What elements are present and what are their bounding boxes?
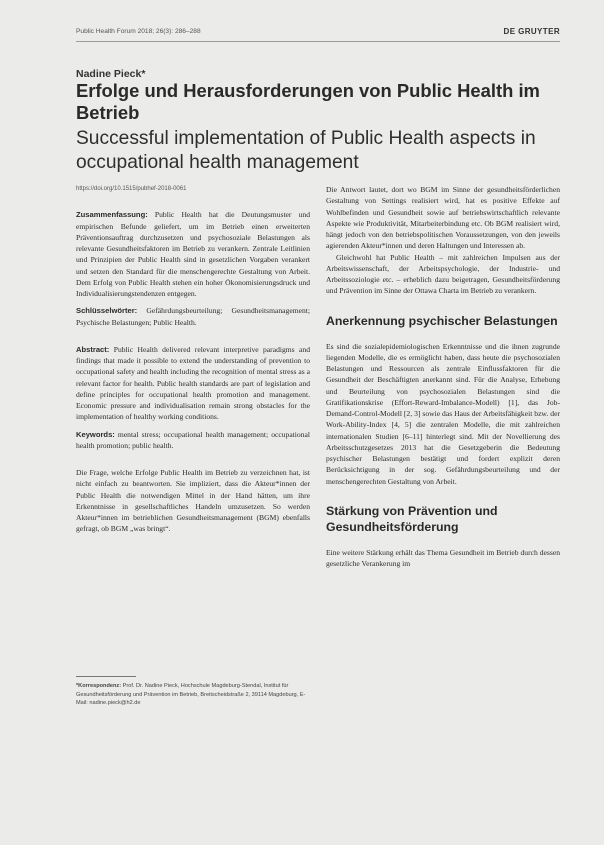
footnote-label: *Korrespondenz: [76,683,122,689]
schluesselwoerter-text: Gefährdungsbeurteilung; Gesundheitsmanagement; Psychische Belastungen; Public Health. [76,306,310,327]
zusammenfassung [76,209,310,299]
footnote-rule [76,676,136,677]
paragraph-staerkung: Eine weitere Stärkung erhält das Thema Gesundheit im Betrieb durch dessen gesetzliche Verankerung im [326,547,560,568]
right-column [326,184,560,569]
intro-paragraph: Die Frage, welche Erfolge Public Health im Betrieb zu verzeichnen hat, ist nicht einfach zu beantworten. Sie impliziert, dass die Akteur*innen der Public Health die notwendigen Mittel in der Hand hätten, um ihre Erkenntnisse in gesellschaftliches Handeln umzusetzen. So werden Akteur*innen im betrieblichen Gesundheitsmanagement (BGM) ebenfalls gefragt, ob BGM „was bringt“. [76,468,310,534]
title-german: Erfolge und Herausforderungen von Public Health im Betrieb [76,80,540,123]
heading-anerkennung: Anerkennung psychischer Belastungen [326,313,558,328]
running-head [76,28,560,40]
keywords-text: mental stress; occupational health management; occupational health promotion; public health. [76,429,310,450]
abstract [76,344,310,423]
heading-staerkung: Stärkung von Prävention und Gesundheitsförderung [326,503,498,534]
zusammenfassung-label: Zusammenfassung: [76,210,148,220]
footnote-text: Prof. Dr. Nadine Pieck, Hochschule Magdeburg-Stendal, Institut für Gesundheitsförderung und Prävention im Betrieb, Breitscheidstraße 2, 39114 Magdeburg, E-Mail: nadine.pieck@h2.de [76,683,306,707]
paragraph-psychische-belastungen: Es sind die sozialepidemiologischen Erkenntnisse und die ihnen zugrunde liegenden Modelle, die es ermöglicht haben, dass heute die psychosozialen Belastungen und Ressourcen als zentrale Einflussfaktoren für die Gesundheit der Beschäftigten anerkannt sind. Für die Analyse, Erhebung und Beurteilung von psychosozialen Belastungen sind die Gratifikationskrise (Effort-Reward-Imbalance-Modell) [1], das Job-Demand-Control-Modell [2, 3] sowie das Haus der Arbeitsfähigkeit bzw. der Work-Ability-Index [4, 5] die zentralen Modelle, die mit zahlreichen internationalen Studien [6–11] hinterlegt sind. Mit der Novellierung des Arbeitsschutzgesetzes 2013 hat die Gesetzgeberin die Bedeutung psychischer Belastungen bestätigt und fordert explizit deren Berücksichtigung in der sog. Gefährdungsbeurteilung und der menschengerechten Gestaltung von Arbeit. [326,341,560,486]
paragraph-answer: Die Antwort lautet, dort wo BGM im Sinne der gesundheitsförderlichen Gestaltung von Settings realisiert wird, hat es positive Effekte auf Wohlbefinden und Gesundheit sowie auf betriebswirtschaftlich relevante Aspekte wie Produktivität, Mitarbeiterbindung etc. Ob BGM realisiert wird, hängt jedoch von den betriebspolitischen Voraussetzungen, von den jeweils agierenden Akteur*innen und deren Haltungen und Interessen ab. [326,185,560,251]
publisher-logo: DE GRUYTER [503,27,560,36]
schluesselwoerter-label: Schlüsselwörter: [76,306,138,316]
keywords [76,429,310,452]
title-english: Successful implementation of Public Health aspects in occupational health management [76,128,536,173]
abstract-label: Abstract: [76,344,110,354]
left-column [76,184,310,535]
doi-link[interactable]: https://doi.org/10.1515/pubhef-2018-0061 [76,186,187,192]
correspondence-footnote [76,682,308,708]
schluesselwoerter [76,305,310,328]
journal-citation: Public Health Forum 2018; 26(3): 286–288 [76,28,201,35]
keywords-label: Keywords: [76,429,115,439]
zusammenfassung-text: Public Health hat die Deutungsmuster und empirischen Befunde geliefert, um im Betrieb einen erweiterten Präventionsauftrag durchzusetzen und psychosoziale Belastungen als relevante Gesundheitsfaktoren im Betrieb zu verankern. Zentrale Leitlinien und Prinzipien der Public Health sind in gesetzlichen Vorgaben verankert und setzen den Standard für die menschengerechte Gestaltung von Arbeit. Dem Erfolg von Public Health stehen ein hoher Ökonomisierungsdruck und Individualisierungstendenzen entgegen. [76,210,310,298]
header-rule [76,41,560,42]
author-name: Nadine Pieck* [76,68,146,80]
paragraph-ottawa: Gleichwohl hat Public Health – mit zahlreichen Impulsen aus der Arbeitswissenschaft, der Arbeitspsychologie, der Industrie- und Arbeitssoziologie etc. – erheblich dazu beigetragen, Gesundheitsförderung und Prävention im Sinne der Ottawa Charta im Betrieb zu verankern. [326,252,560,296]
abstract-text: Public Health delivered relevant interpretive paradigms and findings that made it possible to extend the understanding of prevention to occupational safety and health including the recognition of mental stress as a relevant factor for health. Public health standards are part of legislation and define principles for occupational health promotion and management. Economic pressure and individualisation remain strong obstacles for the implementation of healthy working conditions. [76,344,310,422]
